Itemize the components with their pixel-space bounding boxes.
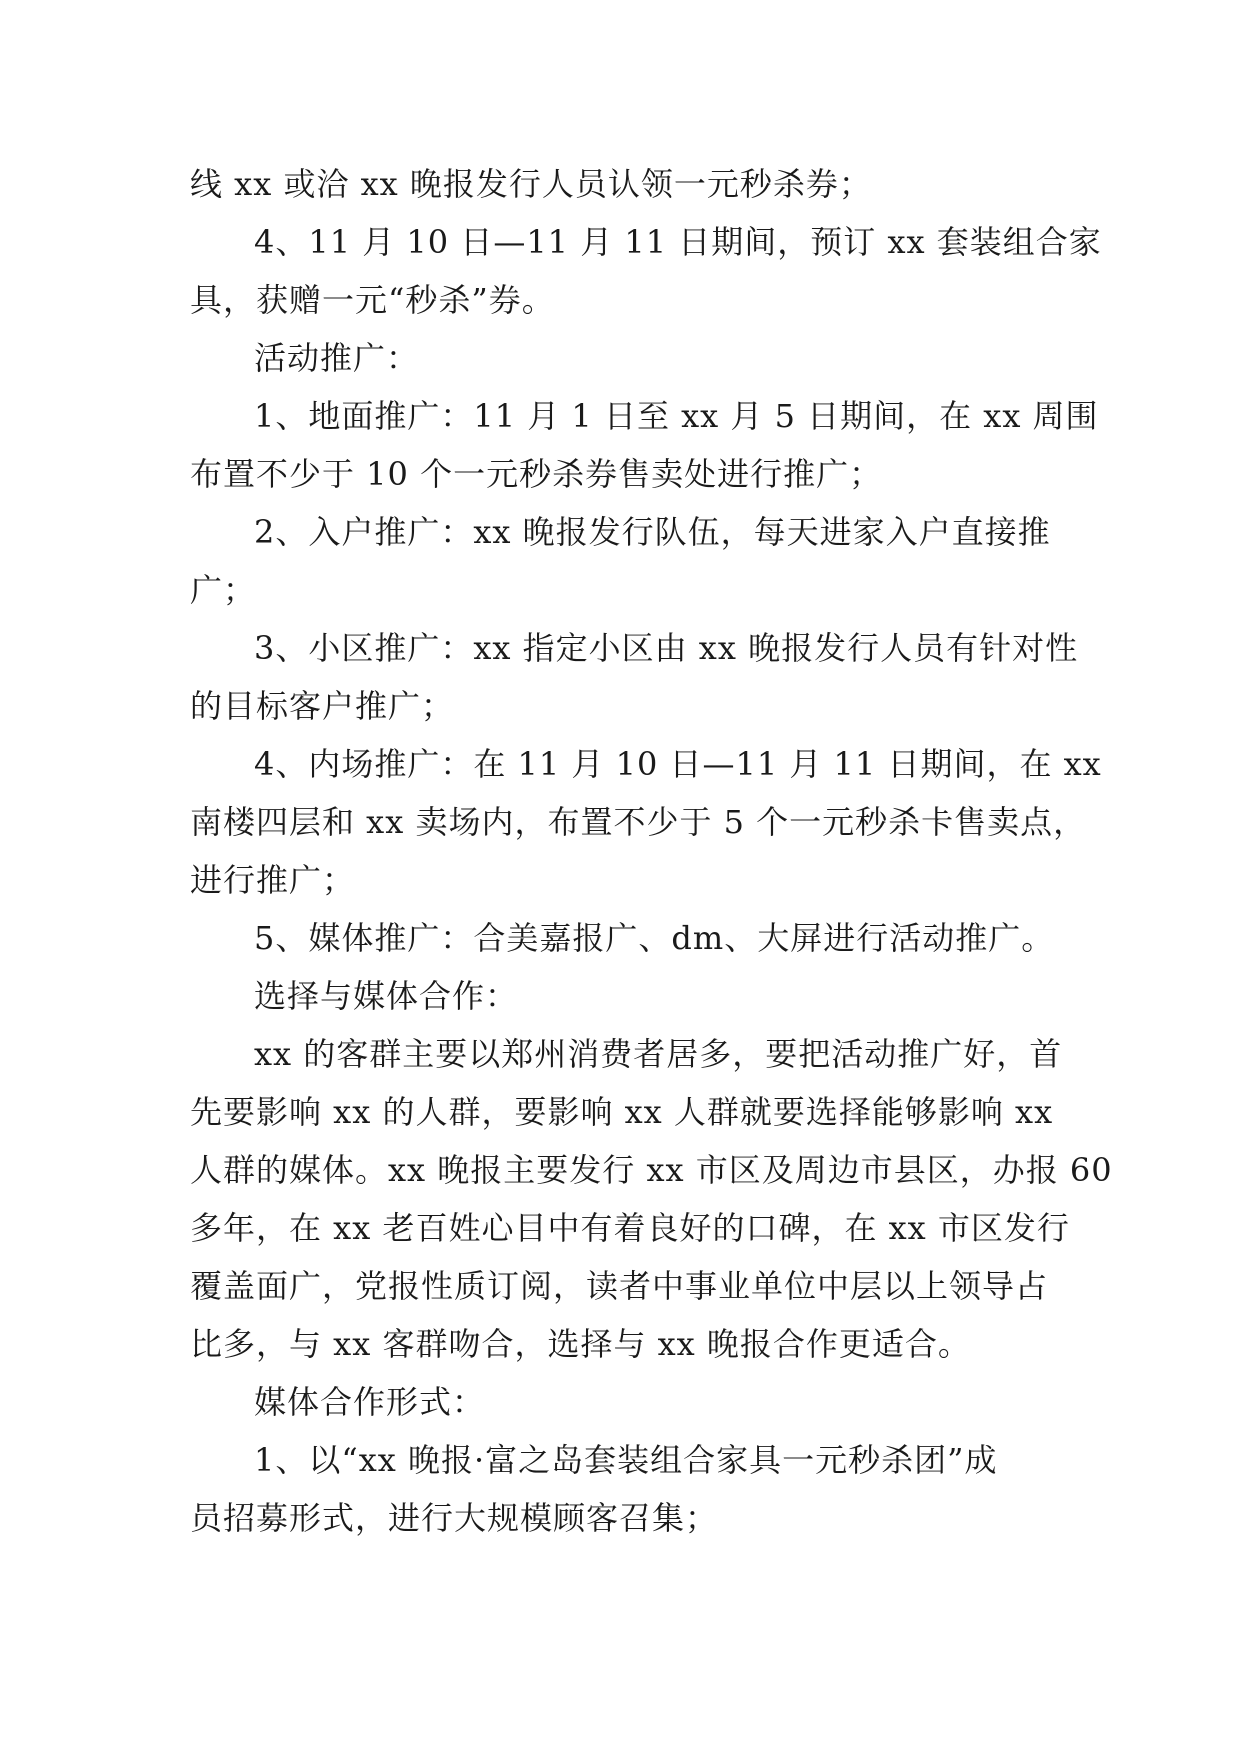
text-line: 4、内场推广：在 11 月 10 日—11 月 11 日期间，在 xx [254,745,1102,783]
text-line: 南楼四层和 xx 卖场内，布置不少于 5 个一元秒杀卡售卖点， [190,803,1087,841]
text-line: 1、地面推广：11 月 1 日至 xx 月 5 日期间，在 xx 周围 [254,397,1099,435]
text-line: 布置不少于 10 个一元秒杀券售卖处进行推广； [190,455,883,493]
text-line: 广； [190,571,257,609]
text-line: 进行推广； [190,861,356,899]
text-line: 人群的媒体。xx 晚报主要发行 xx 市区及周边市县区，办报 60 [190,1151,1113,1189]
text-line: 员招募形式，进行大规模顾客召集； [190,1499,719,1537]
text-line: 2、入户推广：xx 晚报发行队伍，每天进家入户直接推 [254,513,1051,551]
text-line: 1、以“xx 晚报·富之岛套装组合家具一元秒杀团”成 [254,1441,998,1479]
text-line: 3、小区推广：xx 指定小区由 xx 晚报发行人员有针对性 [254,629,1079,667]
text-line: 的目标客户推广； [190,687,455,725]
text-line: 线 xx 或洽 xx 晚报发行人员认领一元秒杀券； [190,165,872,203]
text-line: 比多，与 xx 客群吻合，选择与 xx 晚报合作更适合。 [190,1325,971,1363]
text-line: 先要影响 xx 的人群，要影响 xx 人群就要选择能够影响 xx [190,1093,1054,1131]
text-line: 多年，在 xx 老百姓心目中有着良好的口碑，在 xx 市区发行 [190,1209,1070,1247]
text-line: 覆盖面广，党报性质订阅，读者中事业单位中层以上领导占 [190,1267,1049,1305]
text-line: 具，获赠一元“秒杀”券。 [190,281,555,319]
text-line: 4、11 月 10 日—11 月 11 日期间，预订 xx 套装组合家 [254,223,1102,261]
text-line: xx 的客群主要以郑州消费者居多，要把活动推广好，首 [254,1035,1063,1073]
section-heading: 选择与媒体合作： [254,977,519,1015]
section-heading: 媒体合作形式： [254,1383,486,1421]
section-heading: 活动推广： [254,339,420,377]
text-line: 5、媒体推广：合美嘉报广、dm、大屏进行活动推广。 [254,919,1055,957]
